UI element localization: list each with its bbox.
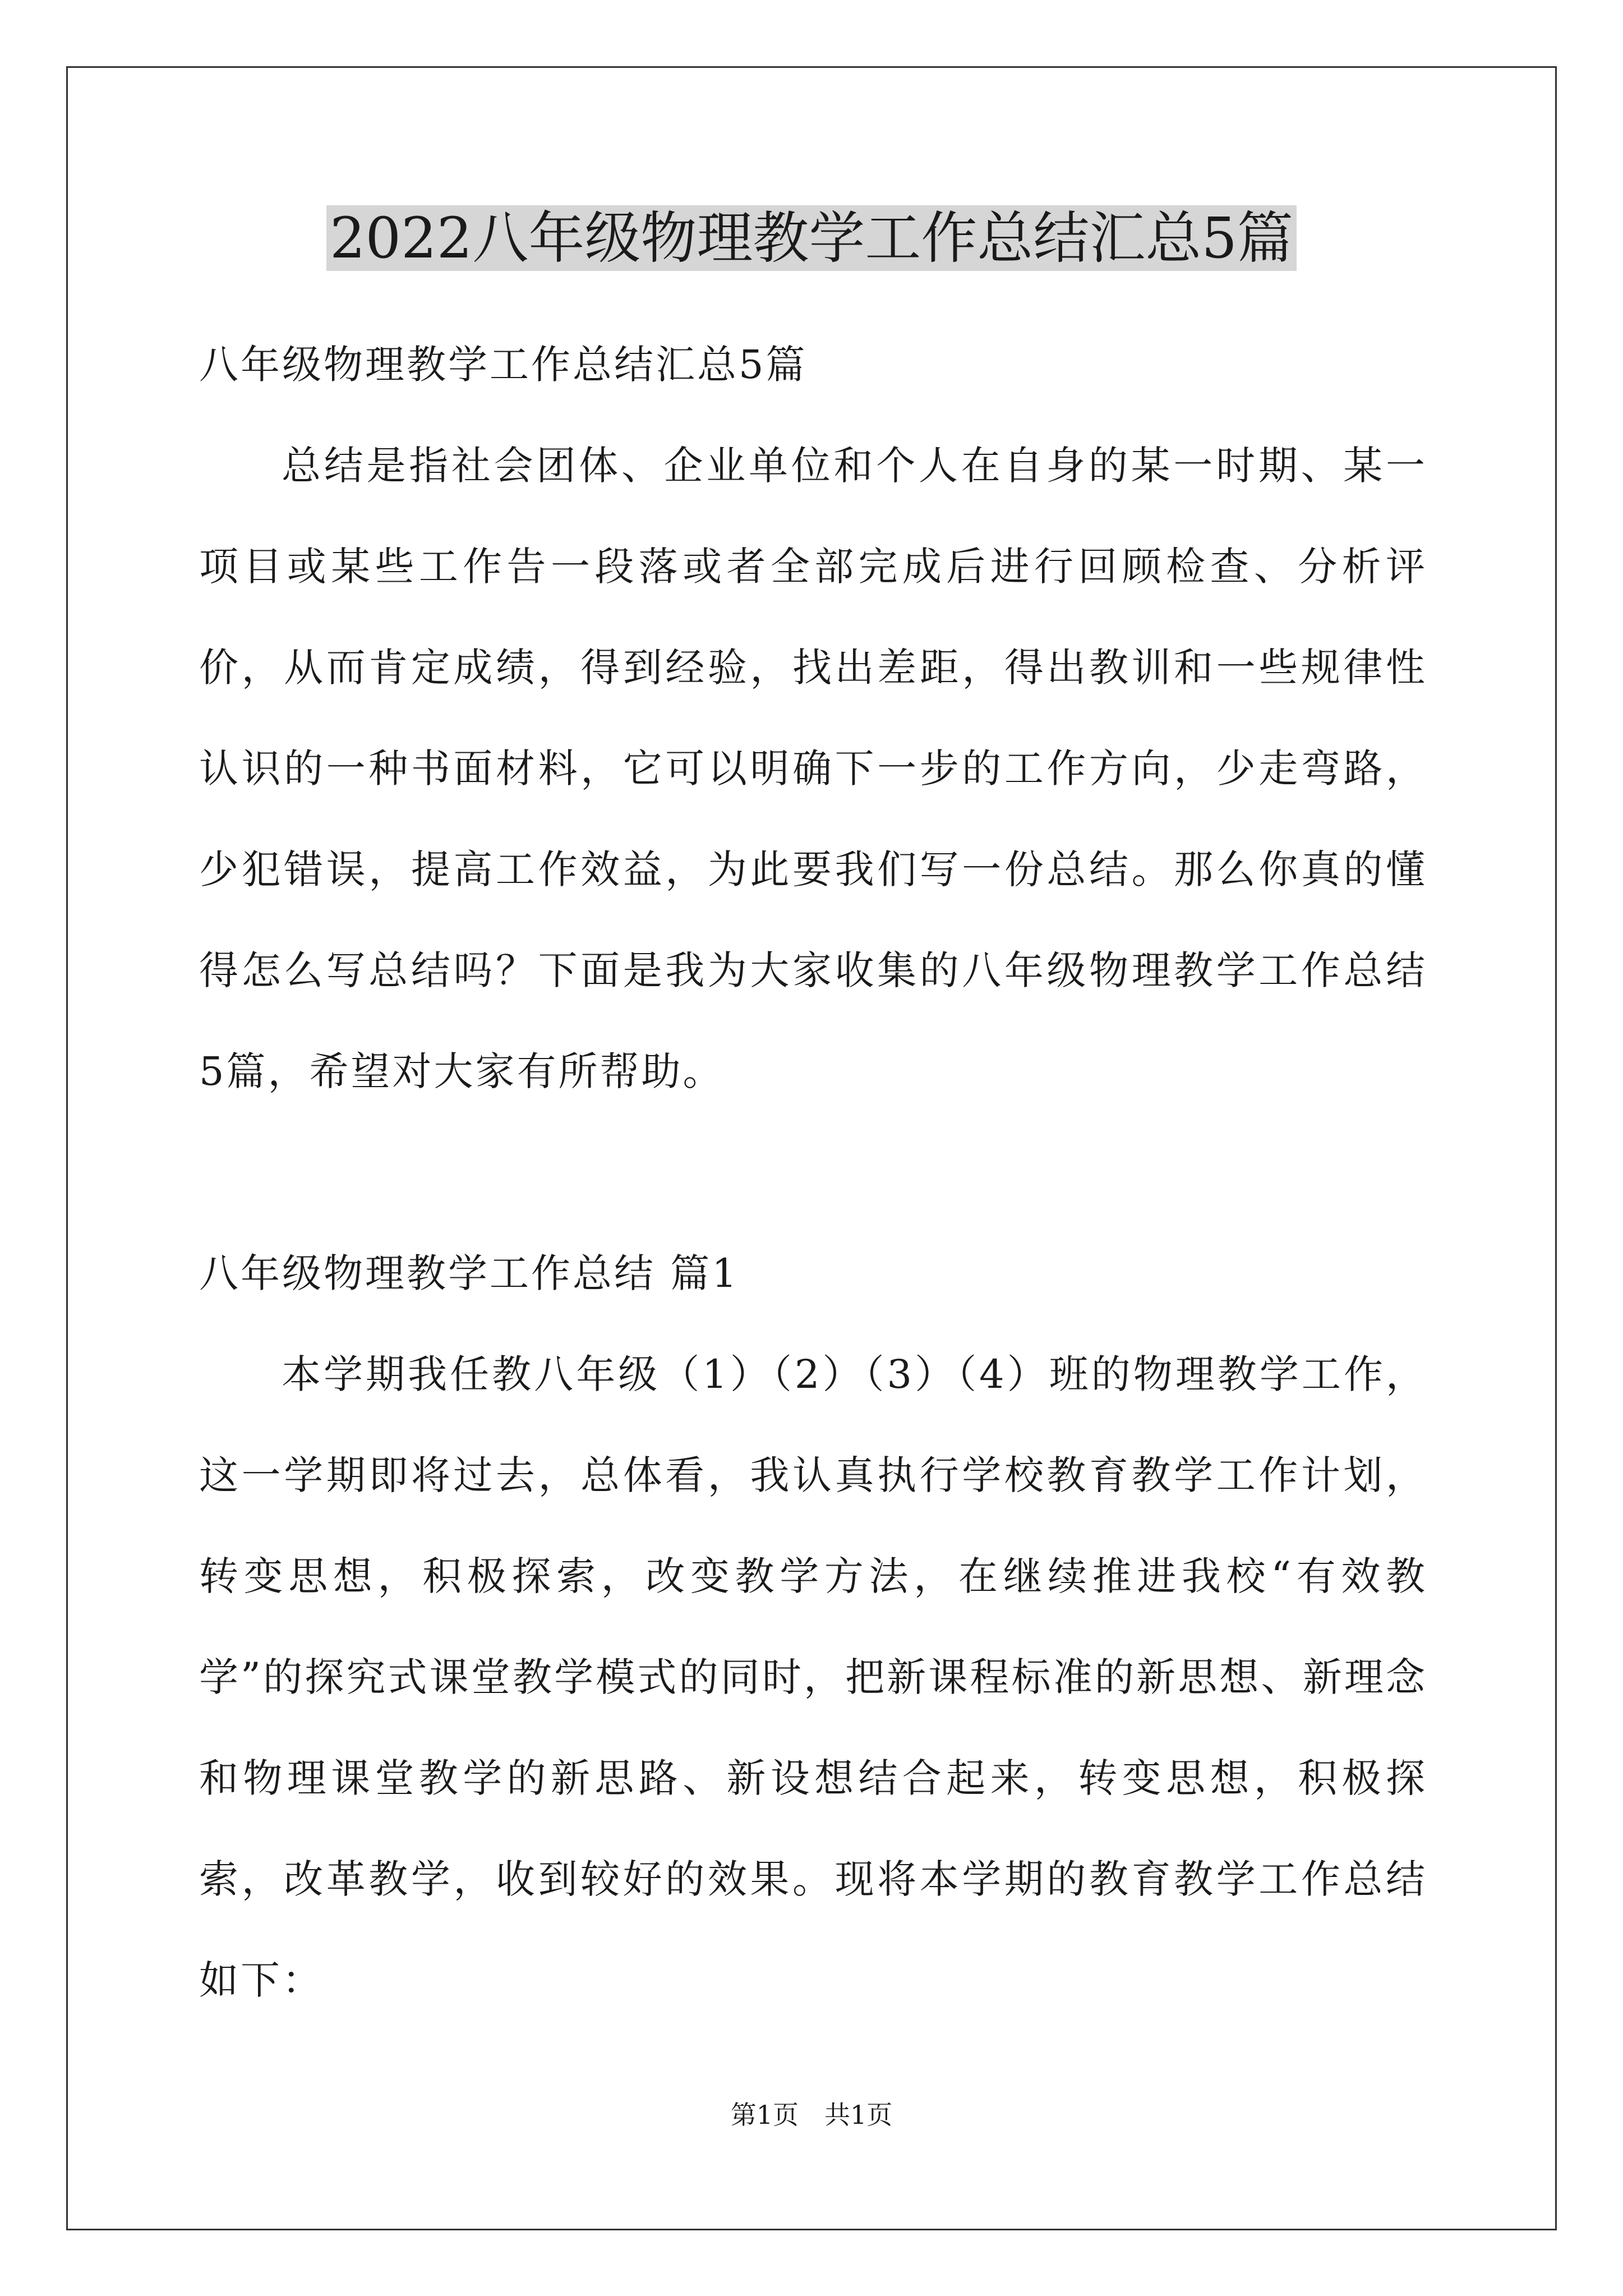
page-footer: 第1页 共1页 — [730, 2100, 893, 2130]
document-body — [199, 314, 1427, 2031]
document-subtitle: 八年级物理教学工作总结汇总5篇 — [199, 342, 808, 388]
intro-paragraph: 总结是指社会团体、企业单位和个人在自身的某一时期、某一项目或某些工作告一段落或者全部完成后进行回顾检查、分析评价，从而肯定成绩，得到经验，找出差距，得出教训和一些规律性认识的一种书面材料，它可以明确下一步的工作方向，少走弯路，少犯错误，提高工作效益，为此要我们写一份总结。那么你真的懂得怎么写总结吗？下面是我为大家收集的八年级物理教学工作总结5篇，希望对大家有所帮助。 — [199, 443, 1427, 1094]
paragraph-spacer — [199, 1122, 1427, 1223]
document-title — [0, 199, 1623, 278]
section-1-paragraph: 本学期我任教八年级（1）（2）（3）（4）班的物理教学工作，这一学期即将过去，总体看，我认真执行学校教育教学工作计划，转变思想，积极探索，改变教学方法，在继续推进我校“有效教学”的探究式课堂教学模式的同时，把新课程标准的新思想、新理念和物理课堂教学的新思路、新设想结合起来，转变思想，积极探索，改革教学，收到较好的效果。现将本学期的教育教学工作总结如下： — [199, 1351, 1427, 2003]
section-1-heading: 八年级物理教学工作总结 篇1 — [199, 1250, 739, 1296]
document-title-text: 2022八年级物理教学工作总结汇总5篇 — [326, 205, 1297, 271]
